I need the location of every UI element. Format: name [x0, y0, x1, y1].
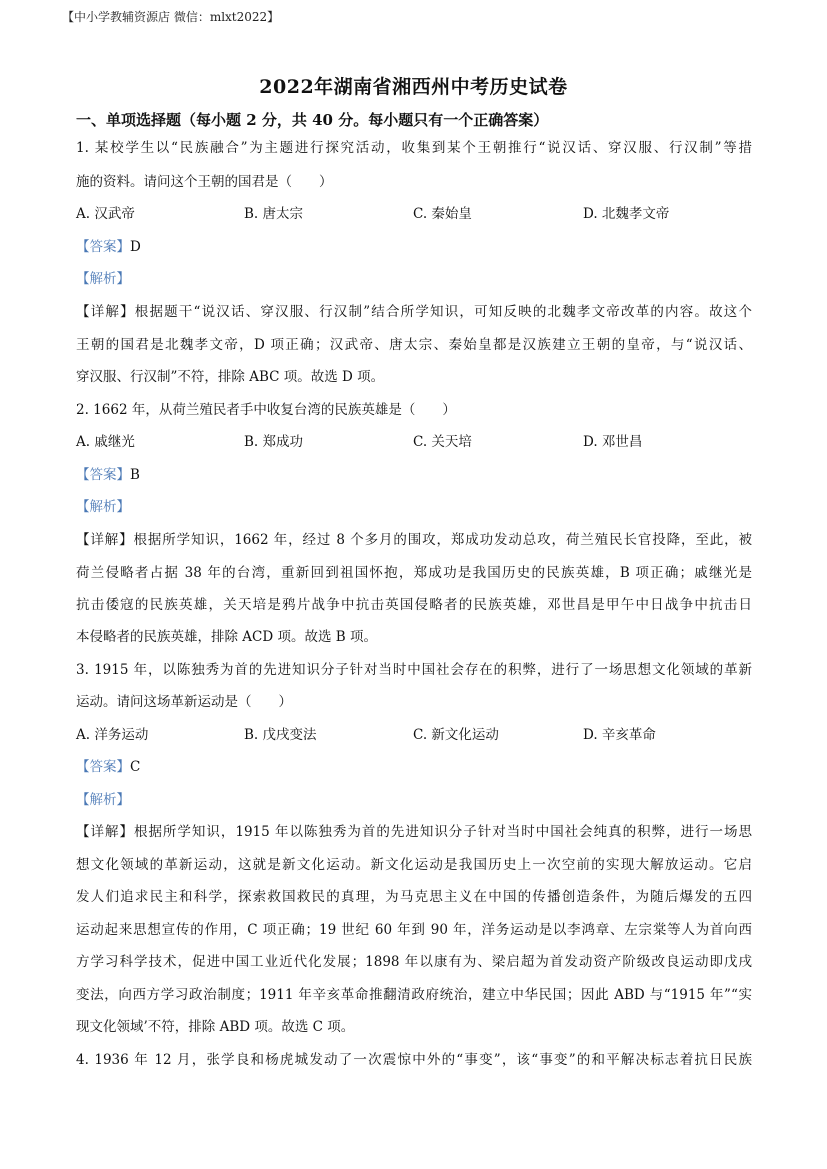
detail-tag: 【详解】: [76, 824, 134, 840]
detail-tag: 【详解】: [76, 532, 134, 548]
q2-detail-line-1: [76, 531, 752, 549]
q3-detail-line-5: 方学习科学技术，促进中国工业近代化发展；1898 年以康有为、梁启超为首发动资产阶级改良运动即戊戌: [76, 954, 752, 970]
detail-text: 根据题干“说汉话、穿汉服、行汉制”结合所学知识，可知反映的北魏孝文帝改革的内容。故这个: [134, 304, 752, 320]
q3-detail-line-1: [76, 823, 752, 841]
q3-detail-line-7: 现文化领域’不符，排除 ABD 项。故选 C 项。: [76, 1019, 355, 1035]
q3-detail-line-6: 变法，向西方学习政治制度；1911 年辛亥革命推翻清政府统治，建立中华民国；因此 ABD 与“1915 年”“实: [76, 987, 752, 1003]
q2-analysis-tag: 【解析】: [76, 499, 130, 515]
q1-stem-line-2: 施的资料。请问这个王朝的国君是（ ）: [76, 174, 333, 190]
option-d: D. 辛亥革命: [583, 727, 656, 743]
q3-stem-line-1: 3. 1915 年，以陈独秀为首的先进知识分子针对当时中国社会存在的积弊，进行了一场思想文化领域的革新: [76, 662, 752, 678]
detail-text: 根据所学知识，1915 年以陈独秀为首的先进知识分子针对当时中国社会纯真的积弊，进行一场思: [133, 824, 753, 840]
option-a: A. 汉武帝: [76, 206, 135, 222]
page-title: 2022年湖南省湘西州中考历史试卷: [259, 76, 568, 98]
option-c: C. 新文化运动: [413, 727, 499, 743]
q2-detail-line-4: 本侵略者的民族英雄，排除 ACD 项。故选 B 项。: [76, 629, 377, 645]
q3-stem-line-2: 运动。请问这场革新运动是（ ）: [76, 694, 292, 710]
section-heading: 一、单项选择题（每小题 2 分，共 40 分。每小题只有一个正确答案）: [76, 111, 549, 129]
q1-detail-line-2: 王朝的国君是北魏孝文帝，D 项正确；汉武帝、唐太宗、秦始皇都是汉族建立王朝的皇帝，与“说汉话、: [76, 337, 752, 353]
q1-answer: [76, 238, 752, 256]
detail-tag: 【详解】: [76, 304, 135, 320]
q3-analysis-tag: 【解析】: [76, 792, 130, 808]
option-b: B. 唐太宗: [244, 206, 304, 222]
answer-tag: 【答案】: [76, 239, 130, 255]
q2-stem-line-1: 2. 1662 年，从荷兰殖民者手中收复台湾的民族英雄是（ ）: [76, 402, 456, 418]
answer-tag: 【答案】: [76, 467, 130, 483]
detail-text: 根据所学知识，1662 年，经过 8 个多月的围攻，郑成功发动总攻，荷兰殖民长官投降，至此，被: [133, 532, 752, 548]
q3-detail-line-3: 发人们追求民主和科学，探索救国救民的真理，为马克思主义在中国的传播创造条件，为随后爆发的五四: [76, 889, 752, 905]
option-c: C. 秦始皇: [413, 206, 472, 222]
source-watermark: 【中小学教辅资源店 微信：mlxt2022】: [62, 10, 280, 24]
q2-detail-line-3: 抗击倭寇的民族英雄，关天培是鸦片战争中抗击英国侵略者的民族英雄，邓世昌是甲午中日战争中抗击日: [76, 597, 752, 613]
option-d: D. 邓世昌: [583, 434, 643, 450]
option-d: D. 北魏孝文帝: [583, 206, 670, 222]
q1-detail-line-1: [76, 303, 752, 321]
option-a: A. 戚继光: [76, 434, 135, 450]
option-b: B. 郑成功: [244, 434, 304, 450]
q1-stem-line-1: 1. 某校学生以“民族融合”为主题进行探究活动，收集到某个王朝推行“说汉话、穿汉服、行汉制”等措: [76, 140, 752, 156]
q4-stem-line-1: 4. 1936 年 12 月，张学良和杨虎城发动了一次震惊中外的“事变”，该“事变”的和平解决标志着抗日民族: [76, 1052, 752, 1068]
option-c: C. 关天培: [413, 434, 472, 450]
q3-answer: [76, 758, 752, 776]
q3-detail-line-2: 想文化领域的革新运动，这就是新文化运动。新文化运动是我国历史上一次空前的实现大解放运动。它启: [76, 857, 752, 873]
q1-analysis-tag: 【解析】: [76, 271, 130, 287]
q2-detail-line-2: 荷兰侵略者占据 38 年的台湾，重新回到祖国怀抱，郑成功是我国历史的民族英雄，B 项正确；戚继光是: [76, 565, 752, 581]
q3-detail-line-4: 运动起来思想宣传的作用，C 项正确；19 世纪 60 年到 90 年，洋务运动是以李鸿章、左宗棠等人为首向西: [76, 922, 752, 938]
q1-detail-line-3: 穿汉服、行汉制”不符，排除 ABC 项。故选 D 项。: [76, 369, 385, 385]
option-a: A. 洋务运动: [76, 727, 149, 743]
answer-value: C: [130, 759, 141, 775]
answer-value: D: [130, 239, 141, 255]
answer-tag: 【答案】: [76, 759, 130, 775]
answer-value: B: [130, 467, 140, 483]
q2-answer: [76, 466, 752, 484]
option-b: B. 戊戌变法: [244, 727, 317, 743]
